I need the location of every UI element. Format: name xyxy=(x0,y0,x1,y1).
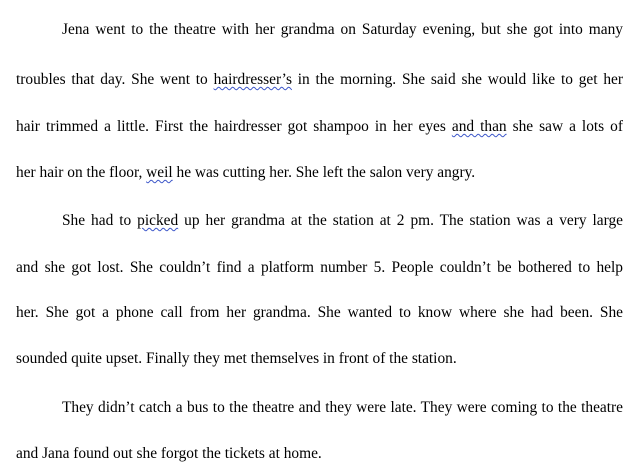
text-run: troubles that day. She went to xyxy=(16,71,214,88)
text-run: Jena went to the theatre with her grandma on Saturday evening, but she got into many xyxy=(62,21,623,38)
text-run: and she got lost. She couldn’t find a platform number 5. People couldn’t be bothered to help xyxy=(16,259,623,276)
text-line xyxy=(16,303,623,323)
text-run: She had to xyxy=(62,212,138,229)
text-line xyxy=(16,70,623,90)
text-line xyxy=(16,20,623,40)
text-line xyxy=(16,211,623,231)
text-line xyxy=(16,258,623,278)
text-run: her. She got a phone call from her grandma. She wanted to know where she had been. She xyxy=(16,304,623,321)
text-run: in the morning. She said she would like to get her xyxy=(291,71,623,88)
text-run: up her grandma at the station at 2 pm. The station was a very large xyxy=(178,212,623,229)
text-run: her hair on the floor, xyxy=(16,164,147,181)
text-line xyxy=(16,349,623,369)
text-run: and Jana found out she forgot the tickets at home. xyxy=(16,445,322,462)
text-run: she saw a lots of xyxy=(506,118,623,135)
spelling-error-marked-word[interactable]: hairdresser’s xyxy=(213,71,292,88)
text-line xyxy=(16,163,623,183)
text-line xyxy=(16,117,623,137)
grammar-error-marked-phrase[interactable]: and than xyxy=(451,118,507,135)
text-line xyxy=(16,398,623,418)
text-run: They didn’t catch a bus to the theatre and they were late. They were coming to the theatre xyxy=(62,399,623,416)
text-run: sounded quite upset. Finally they met themselves in front of the station. xyxy=(16,350,457,367)
text-line xyxy=(16,444,623,464)
text-run: hair trimmed a little. First the hairdresser got shampoo in her eyes xyxy=(16,118,452,135)
spelling-error-marked-word[interactable]: weil xyxy=(146,164,173,181)
text-run: he was cutting her. She left the salon very angry. xyxy=(172,164,476,181)
grammar-error-marked-word[interactable]: picked xyxy=(137,212,179,229)
